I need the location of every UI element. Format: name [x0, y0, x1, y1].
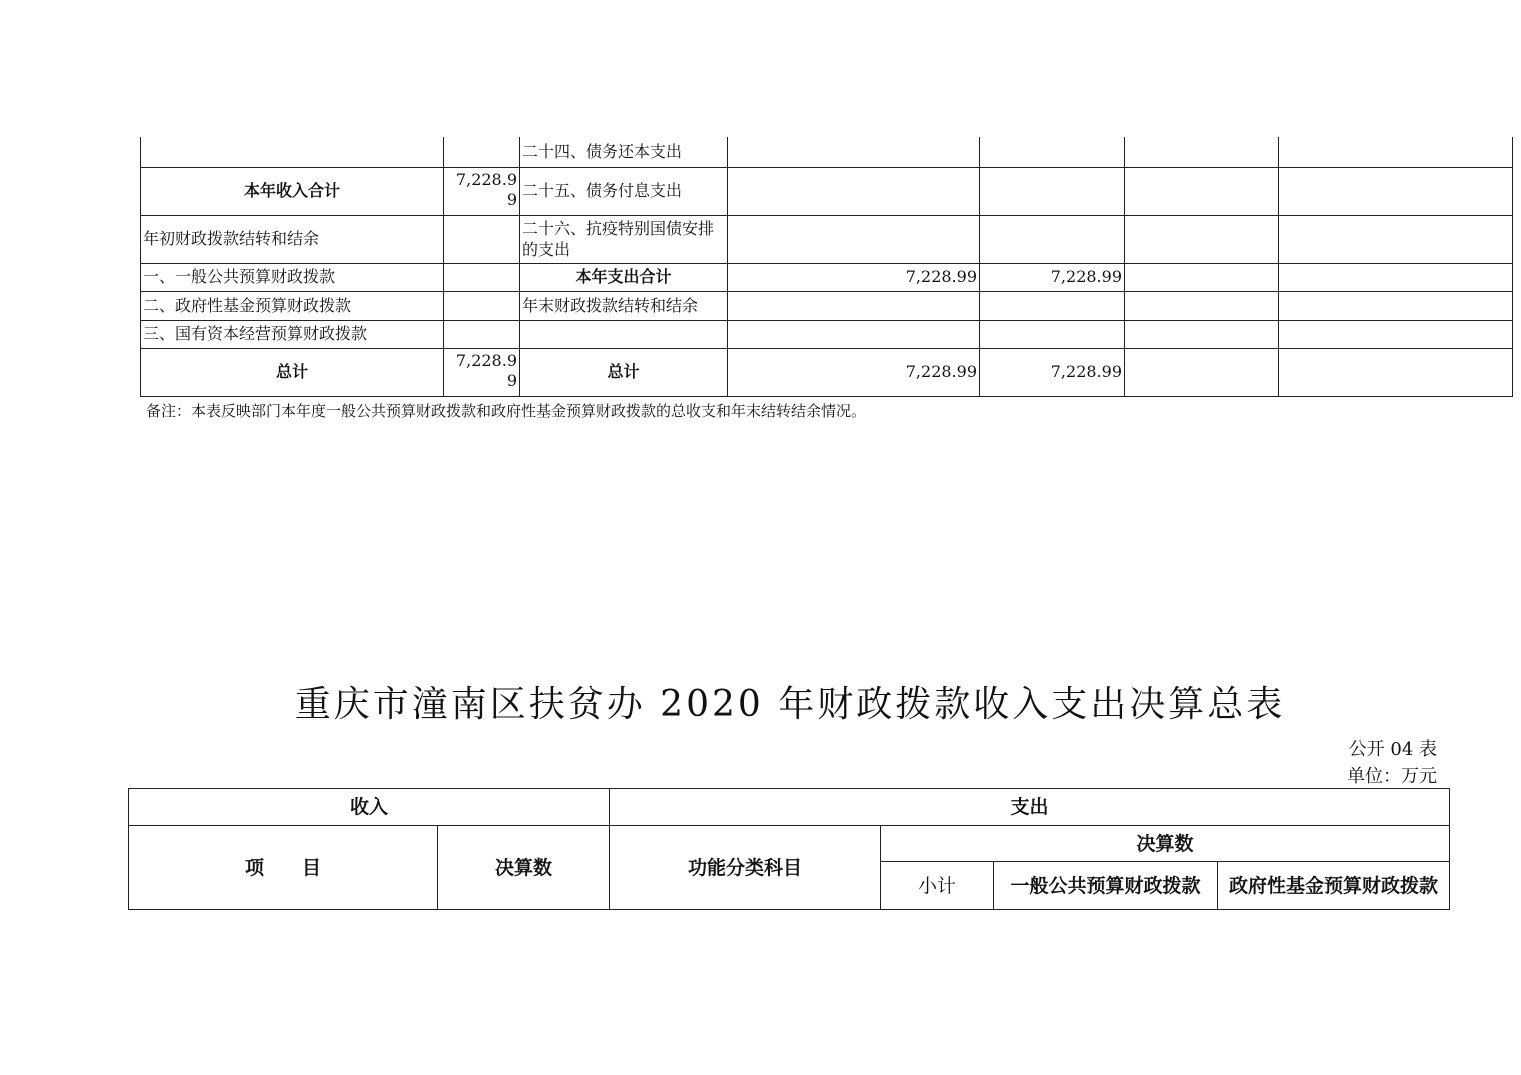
subtotal-cell [728, 137, 980, 167]
extra-cell [1279, 263, 1513, 291]
subtotal-cell [728, 167, 980, 215]
general-budget-cell [980, 320, 1125, 348]
general-budget-cell [980, 167, 1125, 215]
income-value-cell [444, 320, 520, 348]
item-header: 项 目 [129, 826, 438, 910]
fund-budget-header: 政府性基金预算财政拨款 [1218, 862, 1450, 910]
income-value-cell: 7,228.99 [444, 167, 520, 215]
table-row [141, 263, 1513, 291]
fund-budget-cell [1125, 137, 1279, 167]
general-budget-cell: 7,228.99 [980, 348, 1125, 396]
subtotal-cell [728, 291, 980, 320]
income-value-cell [444, 137, 520, 167]
header-row [129, 826, 1450, 862]
income-value-cell [444, 263, 520, 291]
expense-item-cell: 总计 [520, 348, 728, 396]
extra-cell [1279, 291, 1513, 320]
extra-cell [1279, 137, 1513, 167]
income-item-cell: 三、国有资本经营预算财政拨款 [141, 320, 444, 348]
general-budget-cell [980, 215, 1125, 263]
table-row [141, 215, 1513, 263]
income-value-cell [444, 215, 520, 263]
extra-cell [1279, 348, 1513, 396]
table-row [141, 167, 1513, 215]
income-item-cell [141, 137, 444, 167]
income-item-cell: 年初财政拨款结转和结余 [141, 215, 444, 263]
table-row [141, 137, 1513, 167]
fund-budget-cell [1125, 291, 1279, 320]
expense-header: 支出 [610, 789, 1450, 826]
top-fiscal-table [140, 137, 1513, 397]
income-item-cell: 二、政府性基金预算财政拨款 [141, 291, 444, 320]
extra-cell [1279, 167, 1513, 215]
fund-budget-cell [1125, 348, 1279, 396]
table-row [141, 291, 1513, 320]
subtotal-cell: 7,228.99 [728, 348, 980, 396]
fund-budget-cell [1125, 320, 1279, 348]
fund-budget-cell [1125, 215, 1279, 263]
table-note: 备注：本表反映部门本年度一般公共预算财政拨款和政府性基金预算财政拨款的总收支和年末结转结余情况。 [146, 402, 867, 420]
income-item-cell: 本年收入合计 [141, 167, 444, 215]
subtotal-cell [728, 320, 980, 348]
extra-cell [1279, 320, 1513, 348]
income-header: 收入 [129, 789, 610, 826]
function-class-header: 功能分类科目 [610, 826, 881, 910]
extra-cell [1279, 215, 1513, 263]
final-amount-header: 决算数 [438, 826, 610, 910]
expense-item-cell: 二十五、债务付息支出 [520, 167, 728, 215]
subtotal-header: 小计 [881, 862, 994, 910]
table-row-total [141, 348, 1513, 396]
income-value-cell [444, 291, 520, 320]
general-budget-cell [980, 291, 1125, 320]
final-amount-group-header: 决算数 [881, 826, 1450, 862]
expense-item-cell: 本年支出合计 [520, 263, 728, 291]
table-row [141, 320, 1513, 348]
general-budget-cell [980, 137, 1125, 167]
general-budget-header: 一般公共预算财政拨款 [994, 862, 1218, 910]
general-budget-cell: 7,228.99 [980, 263, 1125, 291]
summary-table-header [128, 788, 1450, 910]
page-title: 重庆市潼南区扶贫办 2020 年财政拨款收入支出决算总表 [294, 684, 1286, 725]
subtotal-cell: 7,228.99 [728, 263, 980, 291]
subtotal-cell [728, 215, 980, 263]
unit-label: 单位：万元 [1347, 766, 1437, 787]
income-item-cell: 总计 [141, 348, 444, 396]
fund-budget-cell [1125, 167, 1279, 215]
income-value-cell: 7,228.99 [444, 348, 520, 396]
header-row [129, 789, 1450, 826]
income-item-cell: 一、一般公共预算财政拨款 [141, 263, 444, 291]
expense-item-cell: 年末财政拨款结转和结余 [520, 291, 728, 320]
expense-item-cell: 二十四、债务还本支出 [520, 137, 728, 167]
form-number: 公开 04 表 [1348, 739, 1437, 760]
fund-budget-cell [1125, 263, 1279, 291]
expense-item-cell: 二十六、抗疫特别国债安排的支出 [520, 215, 728, 263]
expense-item-cell [520, 320, 728, 348]
